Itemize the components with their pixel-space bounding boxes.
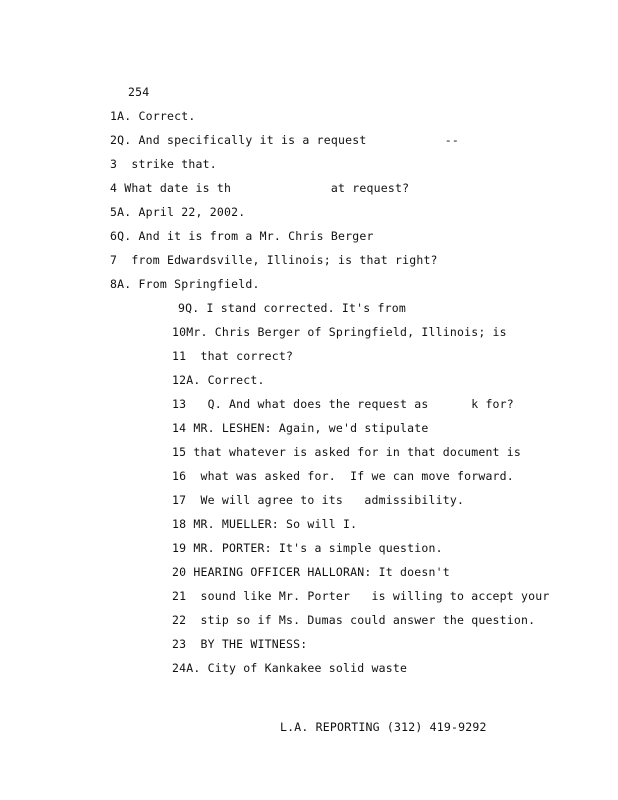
transcript-line-7: 7 from Edwardsville, Illinois; is that right? bbox=[110, 253, 438, 267]
transcript-line-16: 16 what was asked for. If we can move forward. bbox=[172, 469, 514, 483]
transcript-line-8: 8A. From Springfield. bbox=[110, 277, 260, 291]
transcript-line-9: 9Q. I stand corrected. It's from bbox=[178, 301, 406, 315]
transcript-line-20: 20 HEARING OFFICER HALLORAN: It doesn't bbox=[172, 565, 450, 579]
transcript-line-10: 10Mr. Chris Berger of Springfield, Illinois; is bbox=[172, 325, 507, 339]
transcript-line-13: 13 Q. And what does the request as k for? bbox=[172, 397, 514, 411]
transcript-line-18: 18 MR. MUELLER: So will I. bbox=[172, 517, 358, 531]
transcript-line-5: 5A. April 22, 2002. bbox=[110, 205, 246, 219]
transcript-line-1: 1A. Correct. bbox=[110, 109, 196, 123]
transcript-line-12: 12A. Correct. bbox=[172, 373, 265, 387]
transcript-line-3: 3 strike that. bbox=[110, 157, 217, 171]
transcript-line-6: 6Q. And it is from a Mr. Chris Berger bbox=[110, 229, 374, 243]
transcript-line-2: 2Q. And specifically it is a request -- bbox=[110, 133, 460, 147]
transcript-line-4: 4 What date is th at request? bbox=[110, 181, 410, 195]
transcript-line-21: 21 sound like Mr. Porter is willing to accept your bbox=[172, 589, 550, 603]
page-number: 254 bbox=[128, 85, 150, 99]
transcript-line-17: 17 We will agree to its admissibility. bbox=[172, 493, 465, 507]
reporter-footer: L.A. REPORTING (312) 419-9292 bbox=[280, 720, 487, 734]
transcript-line-22: 22 stip so if Ms. Dumas could answer the question. bbox=[172, 613, 536, 627]
transcript-line-23: 23 BY THE WITNESS: bbox=[172, 637, 308, 651]
transcript-line-15: 15 that whatever is asked for in that document is bbox=[172, 445, 522, 459]
transcript-line-11: 11 that correct? bbox=[172, 349, 294, 363]
transcript-line-19: 19 MR. PORTER: It's a simple question. bbox=[172, 541, 443, 555]
transcript-line-24: 24A. City of Kankakee solid waste bbox=[172, 661, 408, 675]
transcript-line-14: 14 MR. LESHEN: Again, we'd stipulate bbox=[172, 421, 429, 435]
